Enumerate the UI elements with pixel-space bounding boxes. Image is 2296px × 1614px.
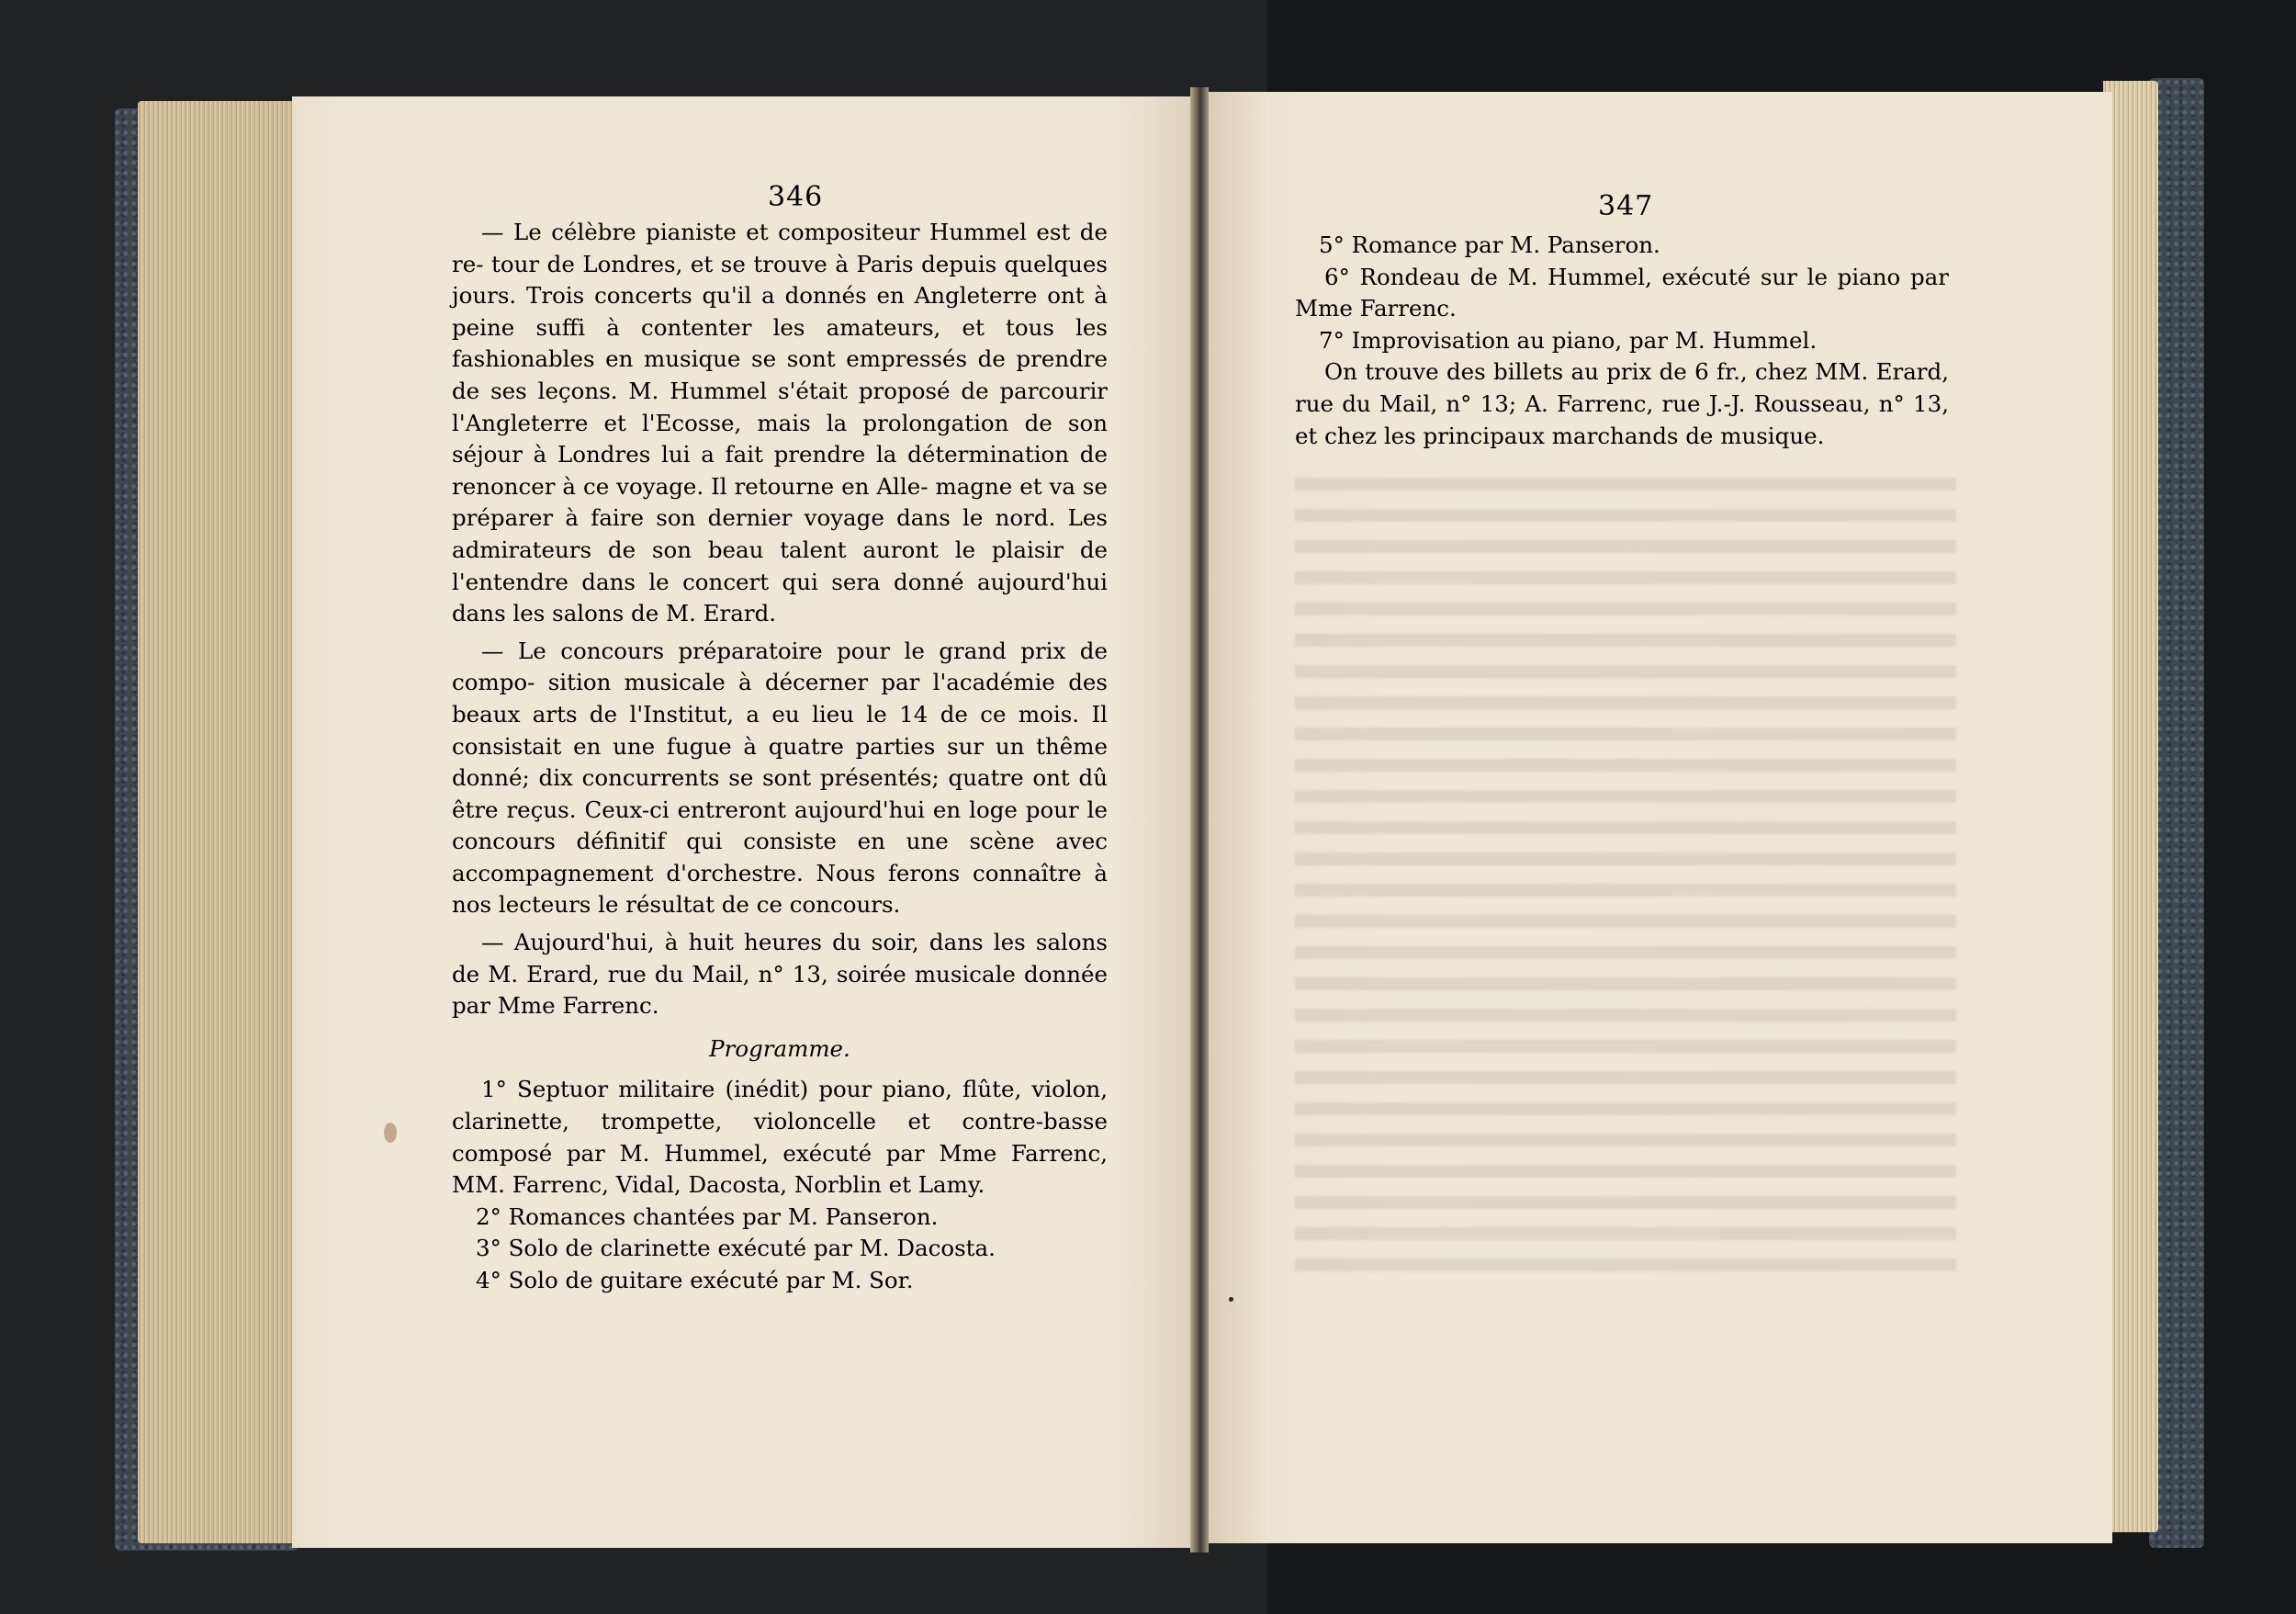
programme-item-5: 5° Romance par M. Panseron. (1319, 231, 1660, 258)
soiree-paragraph: — Aujourd'hui, à huit heures du soir, dans les salons de M. Erard, rue du Mail, n° 13, soirée musicale donnée par Mme Farrenc. (452, 929, 1108, 1020)
programme-item-7: 7° Improvisation au piano, par M. Hummel. (1319, 326, 1818, 354)
concours-paragraph: — Le concours préparatoire pour le grand prix de compo- sition musicale à décerner par l'académie des beaux arts de l'Institut, a eu lieu le 14 de ce mois. Il consistait en une fugue à quatre parties sur un thême donné; dix concurrents se sont présentés; quatre ont dû être reçus. Ceux-ci entreront aujourd'hui en loge pour le concours définitif qui consiste en une scène avec accompagnement d'orchestre. Nous ferons connaître à nos lecteurs le résultat de ce concours. (452, 637, 1109, 919)
programme-item-3: 3° Solo de clarinette exécuté par M. Dacosta. (476, 1235, 996, 1262)
page-number-left: 346 (768, 181, 824, 213)
page-edges-left (138, 101, 303, 1543)
ink-mark (1229, 1297, 1233, 1302)
programme-item-6: 6° Rondeau de M. Hummel, exécuté sur le piano par Mme Farrenc. (1295, 263, 1949, 322)
hummel-paragraph: — Le célèbre pianiste et compositeur Hummel est de re- tour de Londres, et se trouve à Paris depuis quelques jours. Trois concerts qu'il a donnés en Angleterre ont à peine suffi à contenter les amateurs, et tous les fashionables en musique se sont empressés de prendre de ses leçons. M. Hummel s'était proposé de parcourir l'Angleterre et l'Ecosse, mais la prolongation de son séjour à Londres lui a fait prendre la détermination de renoncer à ce voyage. Il retourne en Alle- magne et va se préparer à faire son dernier voyage dans le nord. Les admirateurs de son beau talent auront le plaisir de l'entendre dans le concert qui sera donné aujourd'hui dans les salons de M. Erard. (452, 219, 1109, 627)
programme-item-4: 4° Solo de guitare exécuté par M. Sor. (476, 1267, 914, 1293)
programme-heading: Programme. (709, 1034, 850, 1062)
show-through (1295, 478, 1956, 1286)
tickets-paragraph: On trouve des billets au prix de 6 fr., chez MM. Erard, rue du Mail, n° 13; A. Farrenc, rue J.-J. Rousseau, n° 13, et chez les principaux marchands de musique. (1295, 358, 1949, 449)
page-number-right: 347 (1598, 190, 1654, 222)
programme-item-2: 2° Romances chantées par M. Panseron. (476, 1202, 939, 1230)
left-page-text (452, 217, 1108, 1297)
book-gutter (1190, 87, 1209, 1552)
paper-stain (384, 1123, 397, 1143)
right-page-text (1295, 230, 1949, 452)
programme-item-1: 1° Septuor militaire (inédit) pour piano, flûte, violon, clarinette, trompette, violoncelle et contre-basse composé par M. Hummel, exécuté par Mme Farrenc, MM. Farrenc, Vidal, Dacosta, Norblin et Lamy. (452, 1076, 1108, 1199)
